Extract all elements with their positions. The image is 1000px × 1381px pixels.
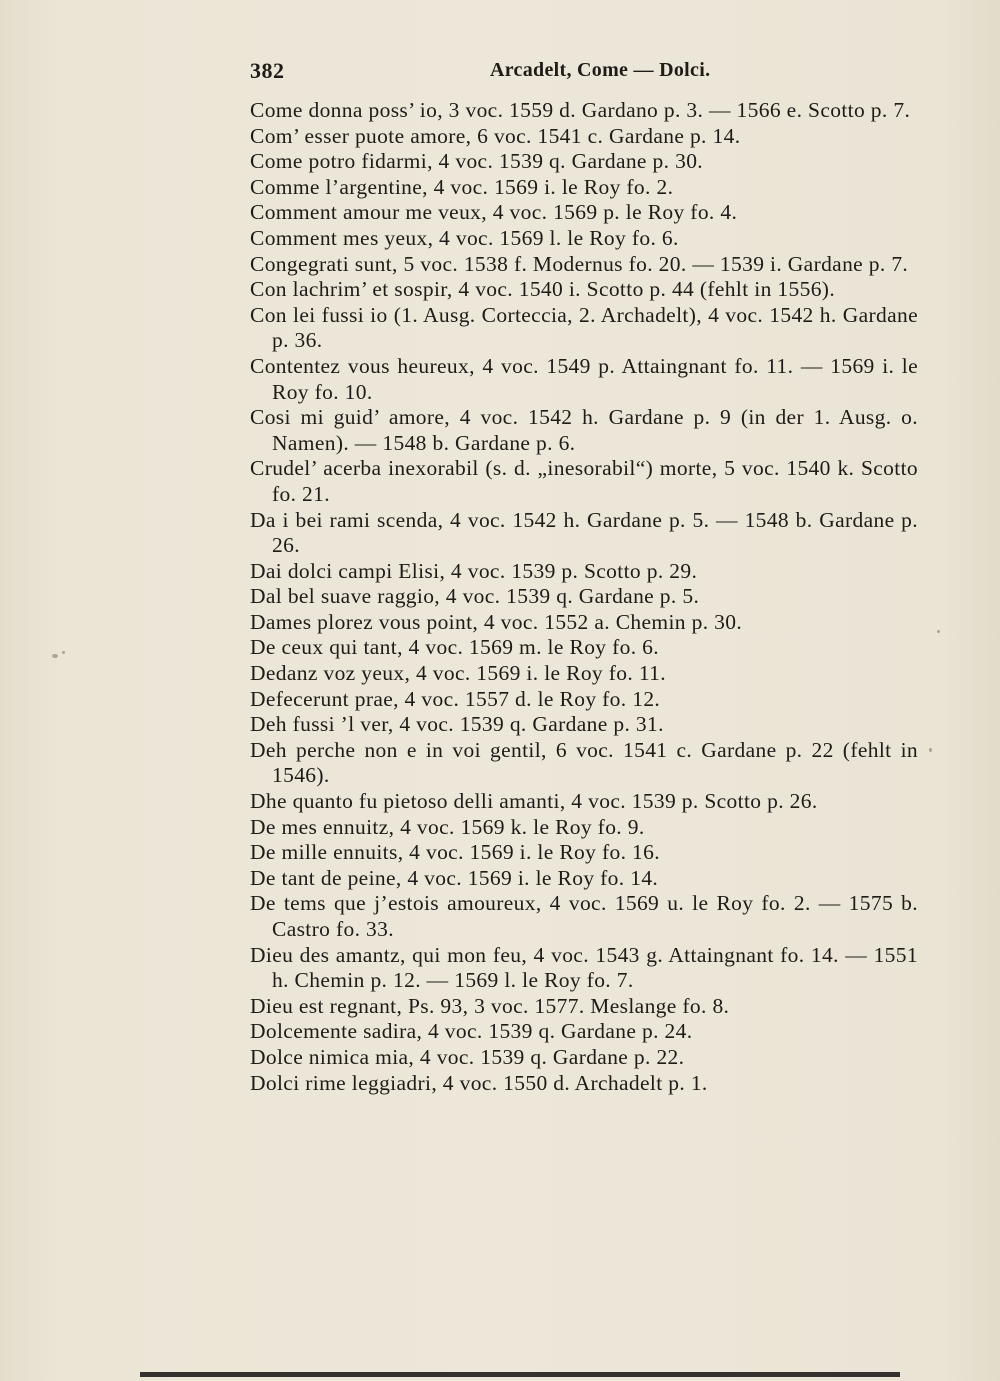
catalog-entry: Dedanz voz yeux, 4 voc. 1569 i. le Roy fo. 11.: [250, 661, 666, 686]
ink-speck: [937, 630, 940, 633]
catalog-entry: Dolcemente sadira, 4 voc. 1539 q. Gardane p. 24.: [250, 1019, 693, 1044]
catalog-entry: Deh perche non e in voi gentil, 6 voc. 1541 c. Gardane p. 22 (fehlt in 1546).: [250, 737, 918, 788]
catalog-entry: De tant de peine, 4 voc. 1569 i. le Roy fo. 14.: [250, 865, 659, 890]
catalog-entry: Com’ esser puote amore, 6 voc. 1541 c. Gardane p. 14.: [250, 123, 741, 148]
catalog-entry: De mes ennuitz, 4 voc. 1569 k. le Roy fo. 9.: [250, 814, 645, 839]
ink-speck: [929, 748, 932, 752]
catalog-entry-list: [250, 98, 918, 1096]
catalog-entry: Dolci rime leggiadri, 4 voc. 1550 d. Archadelt p. 1.: [250, 1070, 708, 1095]
catalog-entry: Defecerunt prae, 4 voc. 1557 d. le Roy fo. 12.: [250, 686, 661, 711]
catalog-entry: Dolce nimica mia, 4 voc. 1539 q. Gardane p. 22.: [250, 1044, 685, 1069]
page-header: [250, 58, 920, 88]
catalog-entry: Con lachrim’ et sospir, 4 voc. 1540 i. Scotto p. 44 (fehlt in 1556).: [250, 277, 836, 302]
catalog-entry: Congegrati sunt, 5 voc. 1538 f. Modernus fo. 20. — 1539 i. Gardane p. 7.: [250, 251, 909, 276]
catalog-entry: Contentez vous heureux, 4 voc. 1549 p. Attaingnant fo. 11. — 1569 i. le Roy fo. 10.: [250, 353, 918, 404]
catalog-entry: Dai dolci campi Elisi, 4 voc. 1539 p. Scotto p. 29.: [250, 558, 698, 583]
page-number: 382: [250, 58, 285, 83]
catalog-entry: Dieu est regnant, Ps. 93, 3 voc. 1577. Meslange fo. 8.: [250, 993, 730, 1018]
catalog-entry: De tems que j’estois amoureux, 4 voc. 1569 u. le Roy fo. 2. — 1575 b. Castro fo. 33.: [250, 891, 918, 941]
catalog-entry: Da i bei rami scenda, 4 voc. 1542 h. Gardane p. 5. — 1548 b. Gardane p. 26.: [250, 507, 918, 558]
catalog-entry: Cosi mi guid’ amore, 4 voc. 1542 h. Gardane p. 9 (in der 1. Ausg. o. Namen). — 1548 b. Gardane p. 6.: [250, 405, 918, 455]
catalog-entry: Comme l’argentine, 4 voc. 1569 i. le Roy fo. 2.: [250, 174, 674, 199]
catalog-entry: Con lei fussi io (1. Ausg. Corteccia, 2. Archadelt), 4 voc. 1542 h. Gardane p. 36.: [250, 302, 918, 353]
catalog-entry: Crudel’ acerba inexorabil (s. d. „inesorabil“) morte, 5 voc. 1540 k. Scotto fo. 21.: [250, 456, 918, 506]
catalog-entry: De ceux qui tant, 4 voc. 1569 m. le Roy fo. 6.: [250, 635, 659, 660]
catalog-entry: Come donna poss’ io, 3 voc. 1559 d. Gardano p. 3. — 1566 e. Scotto p. 7.: [250, 98, 911, 122]
catalog-entry: Deh fussi ’l ver, 4 voc. 1539 q. Gardane p. 31.: [250, 712, 664, 737]
ink-speck: [52, 654, 58, 658]
catalog-entry: Dal bel suave raggio, 4 voc. 1539 q. Gardane p. 5.: [250, 584, 700, 609]
catalog-entry: Dhe quanto fu pietoso delli amanti, 4 voc. 1539 p. Scotto p. 26.: [250, 789, 818, 814]
catalog-entry: Comment mes yeux, 4 voc. 1569 l. le Roy fo. 6.: [250, 225, 679, 250]
catalog-entry: Comment amour me veux, 4 voc. 1569 p. le Roy fo. 4.: [250, 200, 738, 225]
catalog-entry: Dames plorez vous point, 4 voc. 1552 a. Chemin p. 30.: [250, 609, 743, 634]
ink-speck: [62, 651, 65, 654]
catalog-entry: De mille ennuits, 4 voc. 1569 i. le Roy fo. 16.: [250, 840, 660, 865]
catalog-entry: Dieu des amantz, qui mon feu, 4 voc. 1543 g. Attaingnant fo. 14. — 1551 h. Chemin p. 12. — 1569 l. le Roy fo. 7.: [250, 942, 918, 993]
catalog-entry: Come potro fidarmi, 4 voc. 1539 q. Gardane p. 30.: [250, 149, 704, 174]
running-head: Arcadelt, Come — Dolci.: [490, 59, 711, 81]
page-bottom-edge: [140, 1372, 900, 1377]
